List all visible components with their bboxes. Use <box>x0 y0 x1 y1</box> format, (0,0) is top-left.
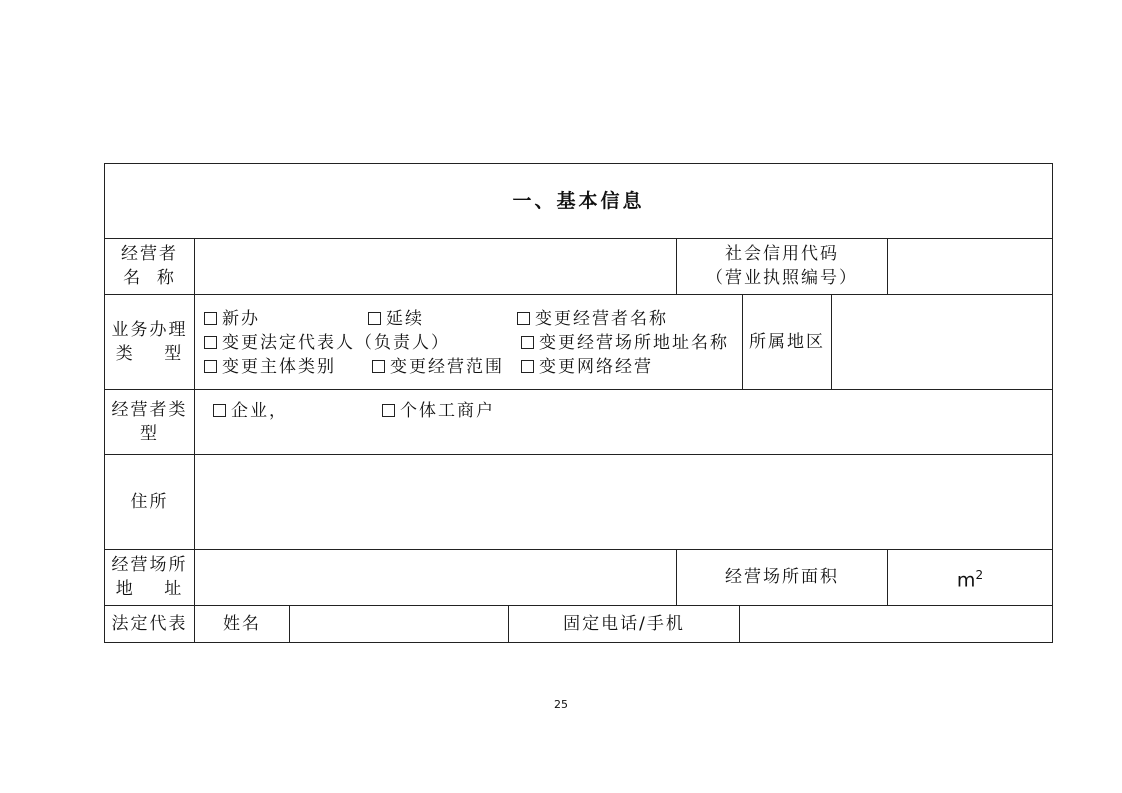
page-number: 25 <box>554 698 568 711</box>
option-label: 变更经营场所地址名称 <box>539 333 729 353</box>
area-unit <box>957 563 983 592</box>
option-label: 新办 <box>222 309 260 329</box>
checkbox[interactable] <box>521 336 534 349</box>
label-line: 经营场所 <box>111 555 188 575</box>
label-line: 型 <box>140 423 159 444</box>
label-line: 地 址 <box>115 579 184 599</box>
option-label: 个体工商户 <box>400 401 495 421</box>
option-individual-business[interactable] <box>382 399 495 423</box>
basic-info-form <box>104 163 1053 643</box>
section-title: 一、基本信息 <box>512 190 645 212</box>
checkbox[interactable] <box>382 404 395 417</box>
residence-field[interactable] <box>195 455 1052 549</box>
option-renew[interactable] <box>368 307 424 331</box>
legal-rep-name-field[interactable] <box>290 606 508 642</box>
checkbox[interactable] <box>517 312 530 325</box>
option-label: 延续 <box>386 309 424 329</box>
premises-address-label <box>105 549 194 605</box>
checkbox[interactable] <box>213 404 226 417</box>
checkbox[interactable] <box>204 312 217 325</box>
credit-code-label <box>677 238 887 294</box>
operator-name-field[interactable] <box>195 239 676 294</box>
option-change-online[interactable] <box>521 355 653 379</box>
option-enterprise[interactable] <box>213 399 288 423</box>
row-divider <box>105 389 1052 390</box>
premises-address-field[interactable] <box>195 550 676 605</box>
legal-rep-label: 法定代表 <box>111 613 188 634</box>
unit-exponent: 2 <box>975 567 984 582</box>
label-line: 类 型 <box>115 343 184 364</box>
option-change-premises-address[interactable] <box>521 331 729 355</box>
checkbox[interactable] <box>204 360 217 373</box>
option-change-scope[interactable] <box>372 355 504 379</box>
checkbox[interactable] <box>521 360 534 373</box>
legal-rep-phone-label: 固定电话/手机 <box>563 613 685 634</box>
business-type-label <box>105 294 194 389</box>
option-label: 企业， <box>231 401 288 421</box>
option-label: 变更经营者名称 <box>535 309 668 329</box>
option-label: 变更主体类别 <box>222 357 336 377</box>
credit-code-field[interactable] <box>888 239 1052 294</box>
premises-area-field[interactable] <box>888 550 1052 605</box>
option-label: 变更网络经营 <box>539 357 653 377</box>
label-line: 经营者类 <box>111 399 188 420</box>
legal-rep-phone-field[interactable] <box>740 606 1052 642</box>
label-line: 社会信用代码 <box>725 244 839 264</box>
option-change-name[interactable] <box>517 307 668 331</box>
checkbox[interactable] <box>372 360 385 373</box>
premises-area-label: 经营场所面积 <box>725 567 839 587</box>
label-line: 名 称 <box>123 268 176 288</box>
label-line: 经营者 <box>121 244 178 264</box>
option-label: 变更经营范围 <box>390 357 504 377</box>
checkbox[interactable] <box>368 312 381 325</box>
label-line: 业务办理 <box>111 319 188 340</box>
option-label: 变更法定代表人（负责人） <box>222 333 450 353</box>
unit-base: m <box>956 569 976 592</box>
option-new[interactable] <box>204 307 260 331</box>
option-change-legal-rep[interactable] <box>204 331 450 355</box>
operator-name-label <box>105 238 194 294</box>
label-line: （营业执照编号） <box>706 268 858 288</box>
option-change-entity-type[interactable] <box>204 355 336 379</box>
legal-rep-name-label: 姓名 <box>223 613 261 634</box>
checkbox[interactable] <box>204 336 217 349</box>
operator-type-label <box>105 389 194 454</box>
region-label: 所属地区 <box>749 331 825 352</box>
region-field[interactable] <box>832 295 1052 389</box>
residence-label: 住所 <box>130 491 169 512</box>
